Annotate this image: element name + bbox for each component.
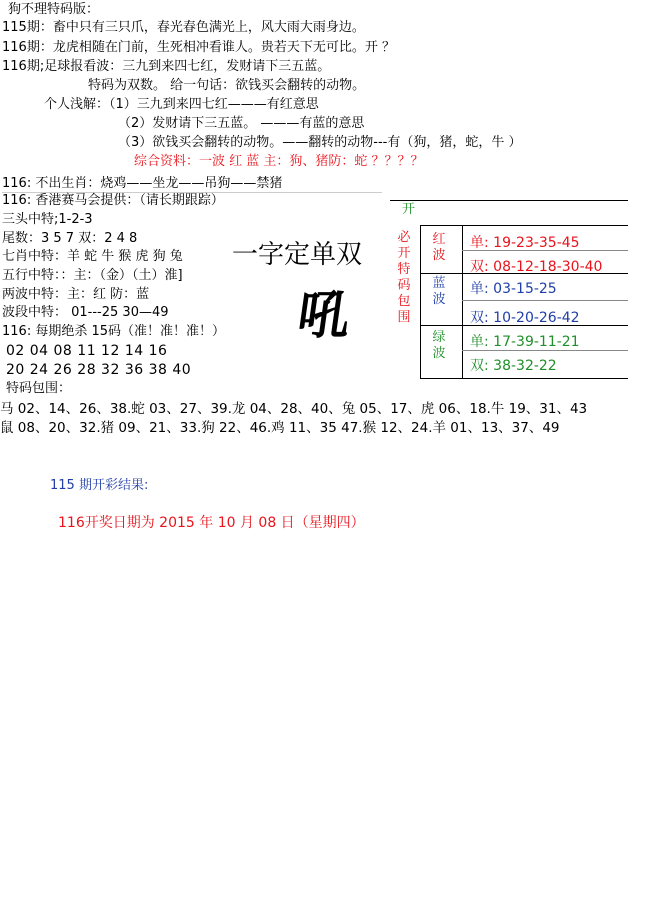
text-line-116a: 116期：龙虎相随在门前，生死相冲看谁人。贵若天下无可比。开 ？ — [2, 40, 395, 55]
text-seven-zodiac: 七肖中特：羊 蛇 牛 猴 虎 狗 兔 — [2, 249, 183, 264]
text-kill-15: 116: 每期绝杀 15码（准！准！准！） — [2, 324, 225, 339]
red-wave-label: 红波 — [432, 232, 446, 263]
green-odd-row — [470, 331, 580, 351]
row-tag: 单: — [470, 334, 489, 350]
table-vline-2 — [462, 225, 463, 378]
blue-wave-label: 蓝波 — [432, 276, 446, 307]
big-headline: 一字定单双 — [232, 240, 363, 270]
row-numbers: 17-39-11-21 — [493, 334, 580, 350]
red-odd-row — [470, 232, 580, 252]
text-line-115: 115期：畜中只有三只爪，春光春色满光上，风大雨大雨身边。 — [2, 20, 365, 35]
text-special-cover: 特码包围： — [6, 381, 72, 396]
table-rule — [420, 225, 628, 226]
row-tag: 单: — [470, 281, 489, 297]
draw-date: 116开奖日期为 2015 年 10 月 08 日（星期四） — [58, 515, 365, 531]
table-header: 开 — [402, 202, 416, 217]
analysis-item2: （2）发财请下三五蓝。 ———有蓝的意思 — [118, 116, 365, 131]
text-wave-range: 波段中特： 01---25 30—49 — [2, 305, 169, 320]
row-tag: 双: — [470, 310, 489, 326]
analysis-item1: 个人浅解：（1）三九到来四七红———有红意思 — [44, 97, 319, 112]
zodiac-numbers-row-1: 马 02、14、26、38.蛇 03、27、39.龙 04、28、40、兔 05、17、虎 06、18.牛 19、31、43 — [0, 401, 588, 417]
green-even-row — [470, 355, 557, 375]
blue-even-row — [470, 307, 580, 327]
row-tag: 单: — [470, 235, 489, 251]
row-numbers: 10-20-26-42 — [493, 310, 580, 326]
table-vline-1 — [420, 225, 421, 378]
row-divider — [462, 300, 628, 301]
analysis-summary: 综合资料：一波 红 蓝 主：狗、猪防：蛇 ？？？？ — [134, 154, 424, 169]
numbers-row-1: 02 04 08 11 12 14 16 — [6, 343, 168, 359]
text-not-zodiac: 116: 不出生肖：烧鸡——坐龙——吊狗——禁猪 — [2, 176, 283, 191]
row-numbers: 03-15-25 — [493, 281, 557, 297]
text-note: 特码为双数。 给一句话：欲钱买会翻转的动物。 — [88, 78, 366, 93]
calligraphy-glyph: 吼 — [293, 285, 355, 346]
table-top-rule — [390, 200, 628, 201]
result-label: 115 期开彩结果: — [50, 478, 149, 493]
text-two-waves: 两波中特：主：红 防：蓝 — [2, 287, 150, 302]
zodiac-numbers-row-2: 鼠 08、20、32.猪 09、21、33.狗 22、46.鸡 11、35 47.猴 12、24.羊 01、13、37、49 — [0, 420, 560, 436]
red-even-row — [470, 256, 602, 276]
text-hk-jc: 116: 香港赛马会提供：（请长期跟踪） — [2, 193, 224, 208]
row-tag: 双: — [470, 259, 489, 275]
text-line-116b: 116期;足球报看波：三九到来四七红，发财请下三五蓝。 — [2, 59, 331, 74]
blue-odd-row — [470, 278, 557, 298]
row-numbers: 38-32-22 — [493, 358, 557, 374]
text-five-elements: 五行中特：：主：（金）（土）淮] — [2, 268, 183, 283]
row-numbers: 19-23-35-45 — [493, 235, 580, 251]
green-wave-label: 绿波 — [432, 330, 446, 361]
row-tag: 双: — [470, 358, 489, 374]
row-numbers: 08-12-18-30-40 — [493, 259, 603, 275]
numbers-row-2: 20 24 26 28 32 36 38 40 — [6, 362, 192, 378]
text-tail-numbers: 尾数：3 5 7 双：2 4 8 — [2, 231, 138, 246]
page-title: 狗不理特码版： — [8, 2, 100, 17]
table-bottom-rule — [420, 378, 628, 379]
text-three-heads: 三头中特;1-2-3 — [2, 212, 93, 227]
analysis-item3: （3）欲钱买会翻转的动物。——翻转的动物---有（狗，猪，蛇，牛 ） — [118, 135, 522, 150]
side-label: 必开特码包围 — [397, 230, 411, 325]
